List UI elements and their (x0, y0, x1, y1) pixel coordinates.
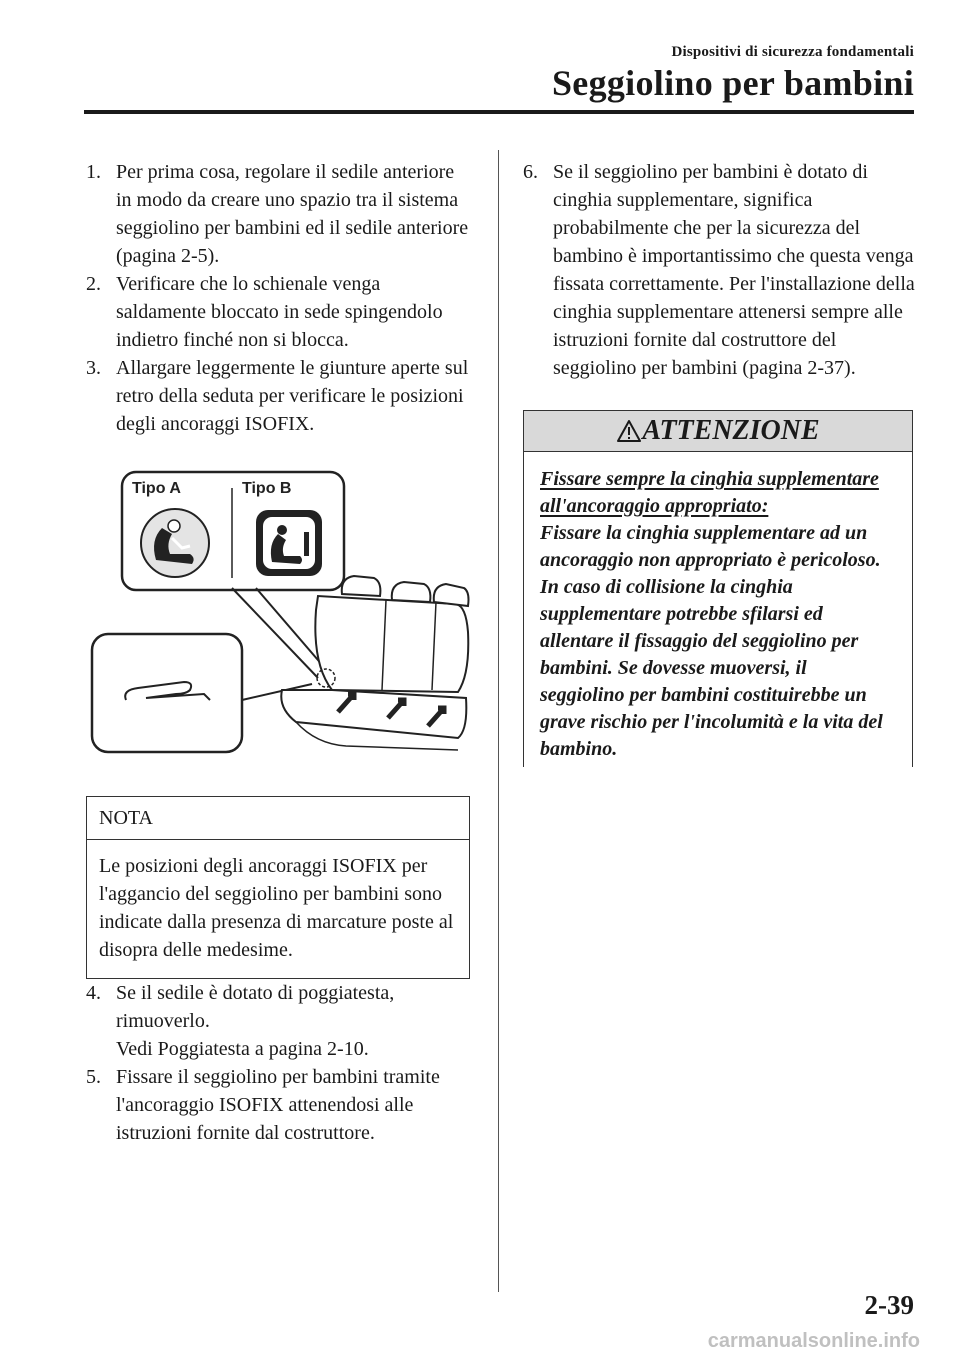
header-rule (84, 110, 914, 114)
note-box (86, 796, 470, 979)
step-text: Fissare il seggiolino per bambini tramite l'ancoraggio ISOFIX attenendosi alle istruzioni fornite dal costruttore. (116, 1066, 440, 1144)
column-divider (498, 150, 499, 1292)
step-item (86, 270, 470, 354)
step-item (86, 158, 470, 270)
warning-body (523, 452, 913, 767)
warning-text: Fissare la cinghia supplementare ad un ancoraggio non appropriato è pericoloso. In caso di collisione la cinghia supplementare potrebbe sfilarsi ed allentare il fissaggio del seggiolino per bambini. Se dovesse muoversi, il seggiolino per bambini costituirebbe un grave rischio per l'incolumità e la vita del bambino. (540, 522, 883, 760)
step-subtext: Vedi Poggiatesta a pagina 2-10. (116, 1038, 369, 1060)
step-item (86, 354, 470, 438)
label-tipo-b: Tipo B (242, 480, 292, 497)
step-text: Verificare che lo schienale venga saldamente bloccato in sede spingendolo indietro finché non si blocca. (116, 273, 443, 351)
steps-list-2 (86, 979, 470, 1147)
watermark: carmanualsonline.info (707, 1330, 920, 1352)
step-number: 2. (86, 273, 101, 295)
step-text: Se il seggiolino per bambini è dotato di cinghia supplementare, significa probabilmente che per la sicurezza del bambino è importantissimo che questa venga fissata correttamente. Per l'installazione della cinghia supplementare attenersi sempre alle istruzioni fornite dal costruttore del seggiolino per bambini (pagina 2-37). (553, 161, 915, 379)
warning-header (523, 410, 913, 452)
step-text: Se il sedile è dotato di poggiatesta, rimuoverlo. (116, 982, 395, 1032)
note-heading: NOTA (87, 797, 469, 840)
isofix-figure (86, 468, 470, 774)
page-title: Seggiolino per bambini (551, 63, 914, 103)
left-column (86, 158, 470, 1147)
section-heading: Dispositivi di sicurezza fondamentali (671, 44, 914, 60)
child-seat-square-icon (256, 510, 322, 576)
warning-triangle-icon (616, 419, 642, 443)
page-number: 2-39 (864, 1290, 914, 1320)
step-number: 1. (86, 161, 101, 183)
steps-list-1 (86, 158, 470, 438)
right-column (523, 158, 915, 767)
step-text: Per prima cosa, regolare il sedile anteriore in modo da creare uno spazio tra il sistema seggiolino per bambini ed il sedile anteriore (pagina 2-5). (116, 161, 469, 267)
label-tipo-a: Tipo A (132, 480, 181, 497)
warning-box (523, 410, 913, 767)
step-number: 3. (86, 357, 101, 379)
warning-lead: Fissare sempre la cinghia supplementare all'ancoraggio appropriato: (540, 468, 879, 517)
rear-seat-illustration (281, 576, 468, 750)
step-number: 6. (523, 161, 538, 183)
child-seat-isofix-icon (141, 509, 209, 577)
note-body: Le posizioni degli ancoraggi ISOFIX per l'aggancio del seggiolino per bambini sono indicate dalla presenza di marcature poste al disopra delle medesime. (99, 855, 454, 961)
step-number: 4. (86, 982, 101, 1004)
warning-title: ATTENZIONE (642, 415, 820, 446)
step-item (86, 1063, 470, 1147)
steps-list-3 (523, 158, 915, 382)
isofix-illustration (86, 468, 470, 774)
step-text: Allargare leggermente le giunture aperte sul retro della seduta per verificare le posizioni degli ancoraggi ISOFIX. (116, 357, 469, 435)
step-item (523, 158, 915, 382)
step-item (86, 979, 470, 1063)
step-number: 5. (86, 1066, 101, 1088)
